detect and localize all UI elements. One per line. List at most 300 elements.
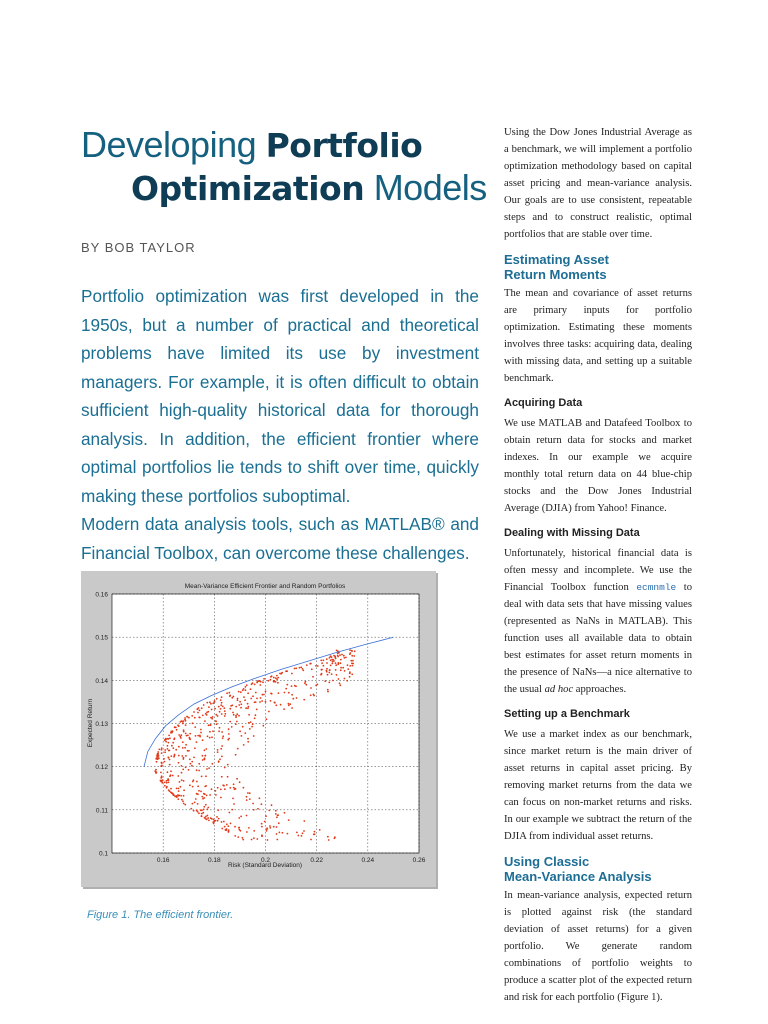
portfolio-point	[314, 831, 316, 833]
portfolio-point	[220, 704, 222, 706]
portfolio-point	[189, 733, 191, 735]
portfolio-point	[302, 668, 304, 670]
portfolio-point	[345, 657, 347, 659]
portfolio-point	[179, 781, 181, 783]
portfolio-point	[238, 817, 240, 819]
portfolio-point	[249, 798, 251, 800]
portfolio-point	[183, 795, 185, 797]
portfolio-point	[238, 827, 240, 829]
portfolio-point	[310, 694, 312, 696]
portfolio-point	[352, 660, 354, 662]
portfolio-point	[216, 698, 218, 700]
portfolio-point	[254, 684, 256, 686]
portfolio-point	[185, 755, 187, 757]
portfolio-point	[279, 832, 281, 834]
portfolio-point	[262, 725, 264, 727]
portfolio-point	[238, 715, 240, 717]
portfolio-point	[154, 770, 156, 772]
portfolio-point	[215, 820, 217, 822]
portfolio-point	[185, 724, 187, 726]
portfolio-point	[180, 737, 182, 739]
portfolio-point	[180, 734, 182, 736]
portfolio-point	[205, 804, 207, 806]
portfolio-point	[222, 735, 224, 737]
portfolio-point	[156, 761, 158, 763]
portfolio-point	[262, 681, 264, 683]
portfolio-point	[247, 703, 249, 705]
portfolio-point	[218, 760, 220, 762]
portfolio-point	[245, 707, 247, 709]
portfolio-point	[313, 694, 315, 696]
portfolio-point	[180, 795, 182, 797]
portfolio-point	[208, 724, 210, 726]
portfolio-point	[238, 704, 240, 706]
portfolio-point	[239, 730, 241, 732]
portfolio-point	[160, 772, 162, 774]
portfolio-point	[161, 747, 163, 749]
portfolio-point	[209, 724, 211, 726]
portfolio-point	[194, 802, 196, 804]
portfolio-point	[284, 812, 286, 814]
portfolio-point	[184, 717, 186, 719]
portfolio-point	[259, 701, 261, 703]
portfolio-point	[276, 826, 278, 828]
portfolio-point	[320, 674, 322, 676]
portfolio-point	[330, 665, 332, 667]
portfolio-point	[276, 833, 278, 835]
portfolio-point	[227, 825, 229, 827]
x-tick-label: 0.26	[412, 857, 426, 864]
portfolio-point	[239, 701, 241, 703]
portfolio-point	[242, 837, 244, 839]
portfolio-point	[169, 759, 171, 761]
portfolio-point	[291, 685, 293, 687]
portfolio-point	[223, 707, 225, 709]
portfolio-point	[303, 699, 305, 701]
portfolio-point	[246, 831, 248, 833]
portfolio-point	[276, 816, 278, 818]
portfolio-point	[204, 755, 206, 757]
portfolio-point	[213, 819, 215, 821]
portfolio-point	[288, 819, 290, 821]
portfolio-point	[210, 817, 212, 819]
portfolio-point	[339, 682, 341, 684]
portfolio-point	[187, 734, 189, 736]
portfolio-point	[235, 723, 237, 725]
portfolio-point	[216, 723, 218, 725]
portfolio-point	[246, 796, 248, 798]
portfolio-point	[351, 673, 353, 675]
portfolio-point	[231, 809, 233, 811]
portfolio-point	[215, 790, 217, 792]
portfolio-point	[200, 732, 202, 734]
portfolio-point	[343, 655, 345, 657]
portfolio-point	[254, 717, 256, 719]
y-tick-label: 0.1	[98, 850, 108, 858]
portfolio-point	[178, 725, 180, 727]
portfolio-point	[270, 679, 272, 681]
title-line1-bold: Portfolio	[265, 126, 423, 165]
portfolio-point	[201, 815, 203, 817]
portfolio-point	[177, 798, 179, 800]
portfolio-point	[353, 655, 355, 657]
portfolio-point	[182, 769, 184, 771]
portfolio-point	[239, 781, 241, 783]
portfolio-point	[322, 659, 324, 661]
portfolio-point	[240, 703, 242, 705]
byline: BY BOB TAYLOR	[81, 240, 196, 255]
portfolio-point	[212, 821, 214, 823]
portfolio-point	[256, 698, 258, 700]
portfolio-point	[206, 818, 208, 820]
portfolio-point	[304, 682, 306, 684]
portfolio-point	[214, 708, 216, 710]
portfolio-point	[285, 688, 287, 690]
portfolio-point	[280, 704, 282, 706]
portfolio-point	[351, 655, 353, 657]
portfolio-point	[273, 681, 275, 683]
portfolio-point	[185, 766, 187, 768]
portfolio-point	[246, 815, 248, 817]
portfolio-point	[331, 659, 333, 661]
portfolio-point	[172, 742, 174, 744]
portfolio-point	[161, 752, 163, 754]
portfolio-point	[227, 776, 229, 778]
portfolio-point	[317, 665, 319, 667]
portfolio-point	[211, 788, 213, 790]
portfolio-point	[236, 721, 238, 723]
portfolio-point	[225, 829, 227, 831]
portfolio-point	[274, 702, 276, 704]
portfolio-point	[253, 809, 255, 811]
x-tick-label: 0.2	[260, 857, 271, 864]
portfolio-point	[195, 798, 197, 800]
portfolio-point	[204, 749, 206, 751]
portfolio-point	[189, 738, 191, 740]
portfolio-point	[182, 800, 184, 802]
portfolio-point	[165, 738, 167, 740]
y-tick-label: 0.13	[95, 721, 108, 728]
title-line2-light: Models	[364, 167, 487, 208]
portfolio-point	[310, 687, 312, 689]
portfolio-point	[251, 839, 253, 841]
portfolio-point	[250, 721, 252, 723]
portfolio-point	[226, 692, 228, 694]
portfolio-point	[339, 684, 341, 686]
portfolio-point	[204, 720, 206, 722]
rcol-paragraph-6: In mean-variance analysis, expected return is plotted against risk (the standard deviation of asset returns) for a given portfolio. We generate random combinations of portfolio weights to produce a scatter plot of the expected return and risk for each portfolio (Figure 1).	[504, 890, 692, 1003]
portfolio-point	[220, 708, 222, 710]
portfolio-point	[178, 795, 180, 797]
portfolio-point	[244, 732, 246, 734]
portfolio-point	[158, 755, 160, 757]
portfolio-point	[201, 813, 203, 815]
portfolio-point	[276, 839, 278, 841]
portfolio-point	[310, 839, 312, 841]
portfolio-point	[294, 685, 296, 687]
rcol-paragraph-4: Unfortunately, historical financial data is often messy and incomplete. We use the Financial Toolbox function ecmnmle to deal with data sets that have missing values (represented as NaNs in MATLAB). This function uses all available data to obtain best estimates for asset return moments in the presence of NaNs—a nice alternative to the usual ad hoc approaches.	[504, 548, 693, 695]
portfolio-point	[221, 776, 223, 778]
portfolio-point	[252, 723, 254, 725]
portfolio-point	[255, 714, 257, 716]
portfolio-point	[200, 729, 202, 731]
portfolio-point	[235, 716, 237, 718]
portfolio-point	[327, 691, 329, 693]
title-line1-light: Developing	[81, 124, 266, 165]
portfolio-point	[178, 755, 180, 757]
portfolio-point	[288, 705, 290, 707]
portfolio-point	[221, 731, 223, 733]
portfolio-point	[320, 660, 322, 662]
rcol-paragraph-1: Using the Dow Jones Industrial Average as a benchmark, we will implement a portfolio optimization methodology based on capital asset pricing and mean-variance analysis. Our goals are to use consistent, repeatable steps and to construct realistic, optimal portfolios that are stable over time.	[504, 127, 692, 240]
portfolio-point	[212, 716, 214, 718]
portfolio-point	[164, 749, 166, 751]
portfolio-point	[173, 738, 175, 740]
portfolio-point	[160, 781, 162, 783]
y-tick-label: 0.15	[95, 634, 108, 642]
portfolio-point	[221, 702, 223, 704]
portfolio-point	[171, 732, 173, 734]
portfolio-point	[270, 700, 272, 702]
portfolio-point	[211, 763, 213, 765]
portfolio-point	[196, 781, 198, 783]
portfolio-point	[302, 832, 304, 834]
portfolio-point	[271, 693, 273, 695]
portfolio-point	[205, 775, 207, 777]
portfolio-point	[261, 823, 263, 825]
portfolio-point	[319, 829, 321, 831]
portfolio-point	[191, 715, 193, 717]
portfolio-point	[267, 839, 269, 841]
portfolio-point	[198, 763, 200, 765]
y-tick-label: 0.11	[95, 807, 108, 815]
portfolio-point	[352, 663, 354, 665]
portfolio-point	[219, 758, 221, 760]
portfolio-point	[180, 721, 182, 723]
portfolio-point	[236, 713, 238, 715]
portfolio-point	[174, 726, 176, 728]
portfolio-point	[327, 689, 329, 691]
portfolio-point	[245, 689, 247, 691]
portfolio-point	[247, 692, 249, 694]
portfolio-point	[237, 836, 239, 838]
portfolio-point	[265, 690, 267, 692]
portfolio-point	[248, 714, 250, 716]
portfolio-point	[299, 667, 301, 669]
portfolio-point	[168, 750, 170, 752]
chart-title: Mean-Variance Efficient Frontier and Random Portfolios	[184, 583, 346, 590]
rcol-paragraph-3: We use MATLAB and Datafeed Toolbox to obtain return data for stocks and market indexes. In our example we acquire monthly total return data on 44 blue-chip stocks and the Dow Jones Industrial Average (DJIA) from Yahoo! Finance.	[504, 418, 692, 514]
portfolio-point	[208, 706, 210, 708]
portfolio-point	[247, 738, 249, 740]
portfolio-point	[326, 658, 328, 660]
portfolio-point	[296, 832, 298, 834]
portfolio-point	[204, 758, 206, 760]
portfolio-point	[323, 665, 325, 667]
portfolio-point	[217, 715, 219, 717]
y-tick-label: 0.14	[95, 677, 108, 685]
portfolio-point	[336, 650, 338, 652]
portfolio-point	[211, 718, 213, 720]
portfolio-point	[197, 803, 199, 805]
portfolio-point	[183, 780, 185, 782]
portfolio-point	[223, 821, 225, 823]
portfolio-point	[341, 654, 343, 656]
portfolio-point	[161, 765, 163, 767]
portfolio-point	[327, 836, 329, 838]
portfolio-point	[206, 795, 208, 797]
portfolio-point	[182, 720, 184, 722]
portfolio-point	[209, 731, 211, 733]
portfolio-point	[273, 826, 275, 828]
portfolio-point	[222, 737, 224, 739]
x-tick-label: 0.22	[310, 857, 323, 864]
portfolio-point	[343, 657, 345, 659]
portfolio-point	[199, 736, 201, 738]
portfolio-point	[161, 749, 163, 751]
figure-caption: Figure 1. The efficient frontier.	[87, 909, 234, 921]
portfolio-point	[167, 779, 169, 781]
portfolio-point	[265, 815, 267, 817]
portfolio-point	[158, 749, 160, 751]
portfolio-point	[185, 744, 187, 746]
portfolio-point	[205, 713, 207, 715]
portfolio-point	[228, 728, 230, 730]
portfolio-point	[266, 718, 268, 720]
portfolio-point	[335, 664, 337, 666]
portfolio-point	[230, 823, 232, 825]
portfolio-point	[199, 710, 201, 712]
portfolio-point	[260, 697, 262, 699]
portfolio-point	[185, 733, 187, 735]
portfolio-point	[157, 753, 159, 755]
portfolio-point	[198, 707, 200, 709]
portfolio-point	[172, 747, 174, 749]
portfolio-point	[196, 769, 198, 771]
portfolio-point	[347, 664, 349, 666]
portfolio-point	[164, 785, 166, 787]
portfolio-point	[173, 756, 175, 758]
portfolio-point	[268, 810, 270, 812]
portfolio-point	[311, 668, 313, 670]
heading-acquiring: Acquiring Data	[504, 397, 583, 409]
portfolio-point	[257, 808, 259, 810]
portfolio-point	[176, 729, 178, 731]
portfolio-point	[190, 763, 192, 765]
portfolio-point	[164, 751, 166, 753]
portfolio-point	[261, 826, 263, 828]
portfolio-point	[221, 756, 223, 758]
portfolio-point	[169, 790, 171, 792]
portfolio-point	[344, 670, 346, 672]
portfolio-point	[256, 709, 258, 711]
portfolio-point	[335, 662, 337, 664]
portfolio-point	[203, 806, 205, 808]
portfolio-point	[181, 779, 183, 781]
portfolio-point	[324, 680, 326, 682]
portfolio-point	[278, 822, 280, 824]
x-tick-label: 0.24	[361, 857, 375, 864]
portfolio-point	[175, 749, 177, 751]
portfolio-point	[349, 665, 351, 667]
y-axis-label: Expected Return	[87, 698, 94, 748]
portfolio-point	[252, 682, 254, 684]
portfolio-point	[156, 757, 158, 759]
portfolio-point	[237, 748, 239, 750]
portfolio-point	[158, 757, 160, 759]
portfolio-point	[206, 712, 208, 714]
portfolio-point	[247, 792, 249, 794]
right-column	[504, 124, 692, 1006]
portfolio-point	[228, 831, 230, 833]
portfolio-point	[329, 669, 331, 671]
portfolio-point	[232, 798, 234, 800]
portfolio-point	[178, 788, 180, 790]
portfolio-point	[233, 696, 235, 698]
portfolio-point	[328, 682, 330, 684]
portfolio-point	[240, 707, 242, 709]
portfolio-point	[206, 808, 208, 810]
portfolio-point	[296, 697, 298, 699]
portfolio-point	[221, 828, 223, 830]
portfolio-point	[289, 703, 291, 705]
portfolio-point	[224, 710, 226, 712]
portfolio-point	[243, 696, 245, 698]
portfolio-point	[183, 731, 185, 733]
portfolio-point	[328, 672, 330, 674]
portfolio-point	[193, 711, 195, 713]
portfolio-point	[291, 673, 293, 675]
portfolio-point	[248, 706, 250, 708]
portfolio-point	[165, 741, 167, 743]
portfolio-point	[198, 716, 200, 718]
portfolio-point	[228, 829, 230, 831]
portfolio-point	[177, 775, 179, 777]
portfolio-point	[240, 691, 242, 693]
portfolio-point	[236, 778, 238, 780]
portfolio-point	[326, 668, 328, 670]
portfolio-point	[188, 717, 190, 719]
portfolio-point	[202, 755, 204, 757]
portfolio-point	[240, 816, 242, 818]
portfolio-point	[229, 787, 231, 789]
portfolio-point	[332, 661, 334, 663]
portfolio-point	[330, 659, 332, 661]
portfolio-point	[254, 701, 256, 703]
portfolio-point	[221, 696, 223, 698]
portfolio-point	[204, 817, 206, 819]
portfolio-point	[217, 787, 219, 789]
portfolio-point	[315, 665, 317, 667]
portfolio-point	[238, 691, 240, 693]
portfolio-point	[349, 676, 351, 678]
portfolio-point	[259, 797, 261, 799]
portfolio-point	[181, 799, 183, 801]
portfolio-point	[181, 765, 183, 767]
portfolio-point	[171, 792, 173, 794]
portfolio-point	[167, 748, 169, 750]
heading-benchmark: Setting up a Benchmark	[504, 708, 630, 720]
portfolio-point	[178, 762, 180, 764]
portfolio-point	[215, 714, 217, 716]
portfolio-point	[184, 747, 186, 749]
portfolio-point	[339, 654, 341, 656]
portfolio-point	[203, 704, 205, 706]
portfolio-point	[350, 660, 352, 662]
portfolio-point	[211, 736, 213, 738]
portfolio-point	[192, 786, 194, 788]
portfolio-point	[326, 670, 328, 672]
